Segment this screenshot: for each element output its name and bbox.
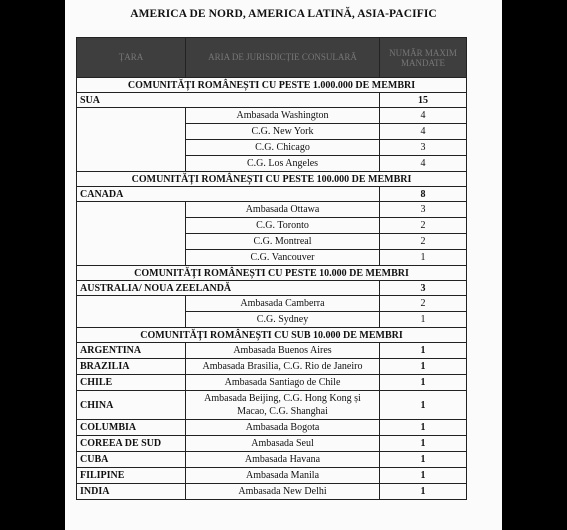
section-heading: COMUNITĂȚI ROMÂNEȘTI CU PESTE 100.000 DE MEMBRI (77, 172, 467, 187)
mission-mandates: 1 (380, 436, 467, 452)
mission-mandates: 1 (380, 484, 467, 500)
mission-name: Ambasada Camberra (186, 296, 380, 312)
section-heading-row (77, 172, 467, 187)
country-name: CHILE (77, 375, 186, 391)
header-country: ȚARA (77, 38, 186, 78)
mission-name: C.G. New York (186, 124, 380, 140)
country-total: 15 (380, 93, 467, 108)
mission-name: Ambasada Ottawa (186, 202, 380, 218)
country-row (77, 281, 467, 296)
mission-name: Ambasada Bogota (186, 420, 380, 436)
mission-mandates: 4 (380, 108, 467, 124)
mission-mandates: 2 (380, 296, 467, 312)
country-name: AUSTRALIA/ NOUA ZEELANDĂ (77, 281, 380, 296)
country-row (77, 93, 467, 108)
country-name: FILIPINE (77, 468, 186, 484)
country-name: CANADA (77, 187, 380, 202)
header-max-mandates: NUMĂR MAXIM MANDATE (380, 38, 467, 78)
country-name: COLUMBIA (77, 420, 186, 436)
mission-name: Ambasada Santiago de Chile (186, 375, 380, 391)
table-body (77, 78, 467, 500)
mission-name: C.G. Sydney (186, 312, 380, 328)
mission-mandates: 1 (380, 343, 467, 359)
mission-mandates: 4 (380, 156, 467, 172)
mission-mandates: 1 (380, 452, 467, 468)
blank-cell (77, 202, 186, 266)
country-name: SUA (77, 93, 380, 108)
table-header (77, 38, 467, 78)
country-name: ARGENTINA (77, 343, 186, 359)
section-heading: COMUNITĂȚI ROMÂNEȘTI CU SUB 10.000 DE MEMBRI (77, 328, 467, 343)
mission-name: Ambasada New Delhi (186, 484, 380, 500)
mission-mandates: 3 (380, 140, 467, 156)
country-name: INDIA (77, 484, 186, 500)
section-heading-row (77, 78, 467, 93)
table-row (77, 420, 467, 436)
header-jurisdiction: ARIA DE JURISDICȚIE CONSULARĂ (186, 38, 380, 78)
mission-name: Ambasada Beijing, C.G. Hong Kong și Macao, C.G. Shanghai (186, 391, 380, 420)
table-row (77, 468, 467, 484)
mission-name: Ambasada Washington (186, 108, 380, 124)
mission-name: C.G. Vancouver (186, 250, 380, 266)
section-heading-row (77, 328, 467, 343)
mission-mandates: 1 (380, 312, 467, 328)
table-row (77, 391, 467, 420)
mission-name: Ambasada Buenos Aires (186, 343, 380, 359)
mission-name: C.G. Toronto (186, 218, 380, 234)
section-heading: COMUNITĂȚI ROMÂNEȘTI CU PESTE 10.000 DE MEMBRI (77, 266, 467, 281)
document-page (65, 0, 502, 530)
mandates-table (76, 37, 467, 500)
table-row (77, 375, 467, 391)
mission-name: C.G. Montreal (186, 234, 380, 250)
mission-mandates: 1 (380, 391, 467, 420)
country-row (77, 187, 467, 202)
mission-name: Ambasada Havana (186, 452, 380, 468)
blank-cell (77, 296, 186, 328)
country-name: CHINA (77, 391, 186, 420)
country-total: 3 (380, 281, 467, 296)
mission-mandates: 1 (380, 420, 467, 436)
blank-cell (77, 108, 186, 172)
mission-name: Ambasada Manila (186, 468, 380, 484)
mission-mandates: 3 (380, 202, 467, 218)
mission-mandates: 1 (380, 250, 467, 266)
mission-name: Ambasada Seul (186, 436, 380, 452)
table-row (77, 359, 467, 375)
mission-mandates: 2 (380, 234, 467, 250)
country-name: CUBA (77, 452, 186, 468)
mission-name: C.G. Los Angeles (186, 156, 380, 172)
table-row (77, 484, 467, 500)
mission-name: C.G. Chicago (186, 140, 380, 156)
table-row (77, 452, 467, 468)
mission-row (77, 108, 467, 124)
section-heading-row (77, 266, 467, 281)
mission-row (77, 202, 467, 218)
country-name: BRAZILIA (77, 359, 186, 375)
section-heading: COMUNITĂȚI ROMÂNEȘTI CU PESTE 1.000.000 DE MEMBRI (77, 78, 467, 93)
country-total: 8 (380, 187, 467, 202)
mission-mandates: 2 (380, 218, 467, 234)
mission-mandates: 4 (380, 124, 467, 140)
page-title: AMERICA DE NORD, AMERICA LATINĂ, ASIA-PACIFIC (130, 8, 437, 20)
table-row (77, 436, 467, 452)
table-row (77, 343, 467, 359)
mission-row (77, 296, 467, 312)
mission-mandates: 1 (380, 375, 467, 391)
mission-mandates: 1 (380, 468, 467, 484)
mission-mandates: 1 (380, 359, 467, 375)
mission-name: Ambasada Brasilia, C.G. Rio de Janeiro (186, 359, 380, 375)
country-name: COREEA DE SUD (77, 436, 186, 452)
